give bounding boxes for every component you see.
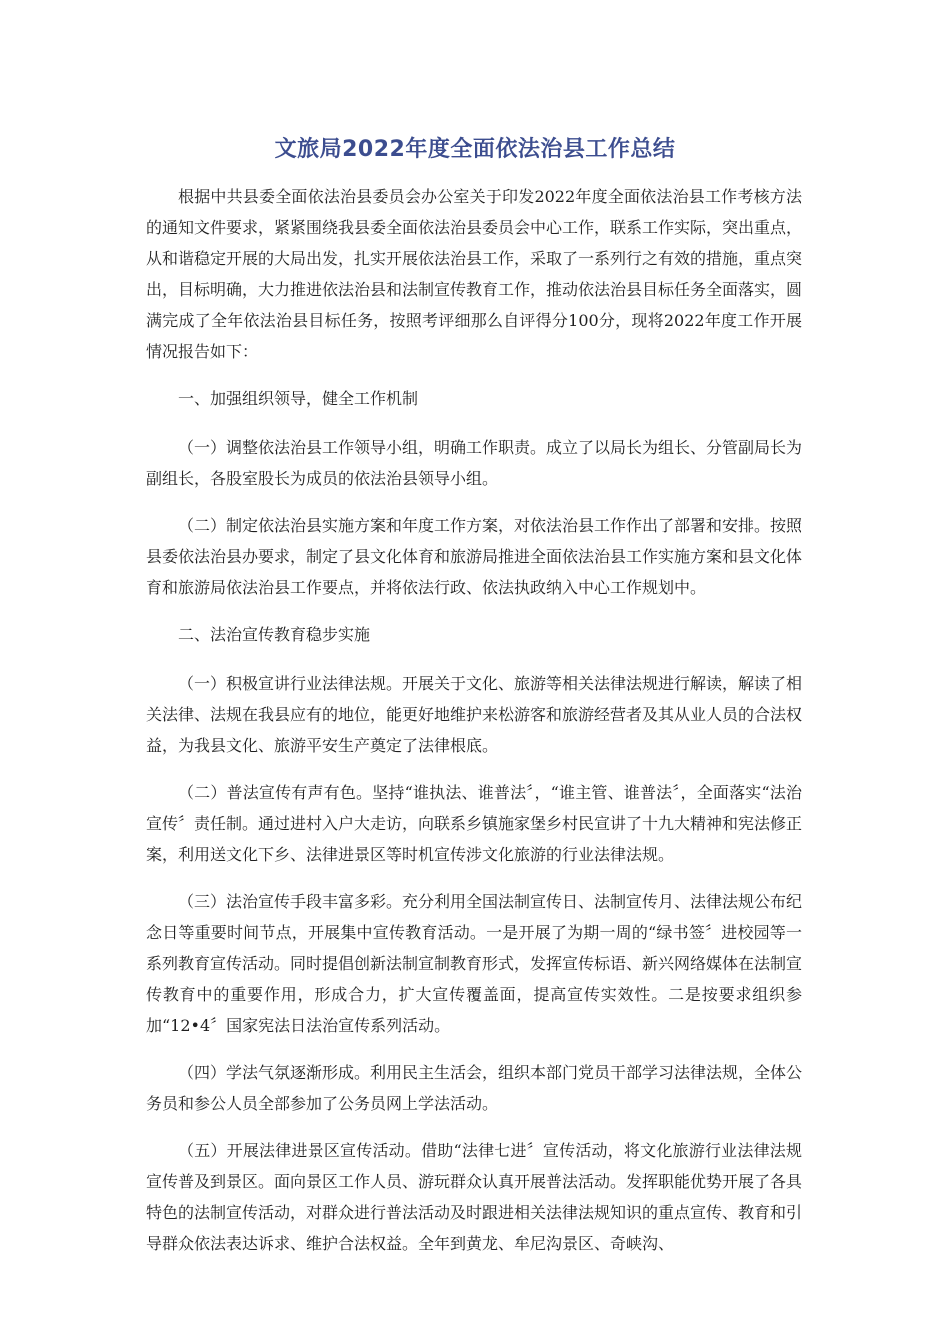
paragraph-2-3: （三）法治宣传手段丰富多彩。充分利用全国法制宣传日、法制宣传月、法律法规公布纪念日等重要时间节点，开展集中宣传教育活动。一是开展了为期一周的“绿书签〞进校园等一系列教育宣传活动。同时提倡创新法制宣制教育形式，发挥宣传标语、新兴网络媒体在法制宣传教育中的重要作用，形成合力，扩大宣传覆盖面，提高宣传实效性。二是按要求组织参加“12•4〞国家宪法日法治宣传系列活动。: [146, 892, 803, 1035]
paragraph-1-2: （二）制定依法治县实施方案和年度工作方案，对依法治县工作作出了部署和安排。按照县委依法治县办要求，制定了县文化体育和旅游局推进全面依法治县工作实施方案和县文化体育和旅游局依法治县工作要点，并将依法行政、依法执政纳入中心工作规划中。: [146, 516, 803, 597]
paragraph-1-1: （一）调整依法治县工作领导小组，明确工作职责。成立了以局长为组长、分管副局长为副组长，各股室股长为成员的依法治县领导小组。: [146, 438, 803, 488]
paragraph-2-5: （五）开展法律进景区宣传活动。借助“法律七进〞宣传活动，将文化旅游行业法律法规宣传普及到景区。面向景区工作人员、游玩群众认真开展普法活动。发挥职能优势开展了各具特色的法制宣传活动，对群众进行普法活动及时跟进相关法律法规知识的重点宣传、教育和引导群众依法表达诉求、维护合法权益。全年到黄龙、牟尼沟景区、奇峡沟、: [146, 1141, 803, 1253]
section-heading-1: 一、加强组织领导，健全工作机制: [178, 389, 419, 408]
paragraph-2-4: （四）学法气氛逐渐形成。利用民主生活会，组织本部门党员干部学习法律法规，全体公务员和参公人员全部参加了公务员网上学法活动。: [146, 1063, 803, 1113]
document-title: 文旅局2022年度全面依法治县工作总结: [274, 137, 676, 162]
intro-paragraph: 根据中共县委全面依法治县委员会办公室关于印发2022年度全面依法治县工作考核方法的通知文件要求，紧紧围绕我县委全面依法治县委员会中心工作，联系工作实际，突出重点，从和谐稳定开展的大局出发，扎实开展依法治县工作，采取了一系列行之有效的措施，重点突出，目标明确，大力推进依法治县和法制宣传教育工作，推动依法治县目标任务全面落实，圆满完成了全年依法治县目标任务，按照考评细那么自评得分100分，现将2022年度工作开展情况报告如下：: [146, 187, 803, 361]
section-heading-2: 二、法治宣传教育稳步实施: [178, 625, 371, 644]
paragraph-2-1: （一）积极宣讲行业法律法规。开展关于文化、旅游等相关法律法规进行解读，解读了相关法律、法规在我县应有的地位，能更好地维护来松游客和旅游经营者及其从业人员的合法权益，为我县文化、旅游平安生产奠定了法律根底。: [146, 674, 803, 755]
paragraph-2-2: （二）普法宣传有声有色。坚持“谁执法、谁普法〞，“谁主管、谁普法〞，全面落实“法治宣传〞责任制。通过进村入户大走访，向联系乡镇施家堡乡村民宣讲了十九大精神和宪法修正案，利用送文化下乡、法律进景区等时机宣传涉文化旅游的行业法律法规。: [146, 783, 803, 864]
document-body: [146, 181, 802, 1275]
